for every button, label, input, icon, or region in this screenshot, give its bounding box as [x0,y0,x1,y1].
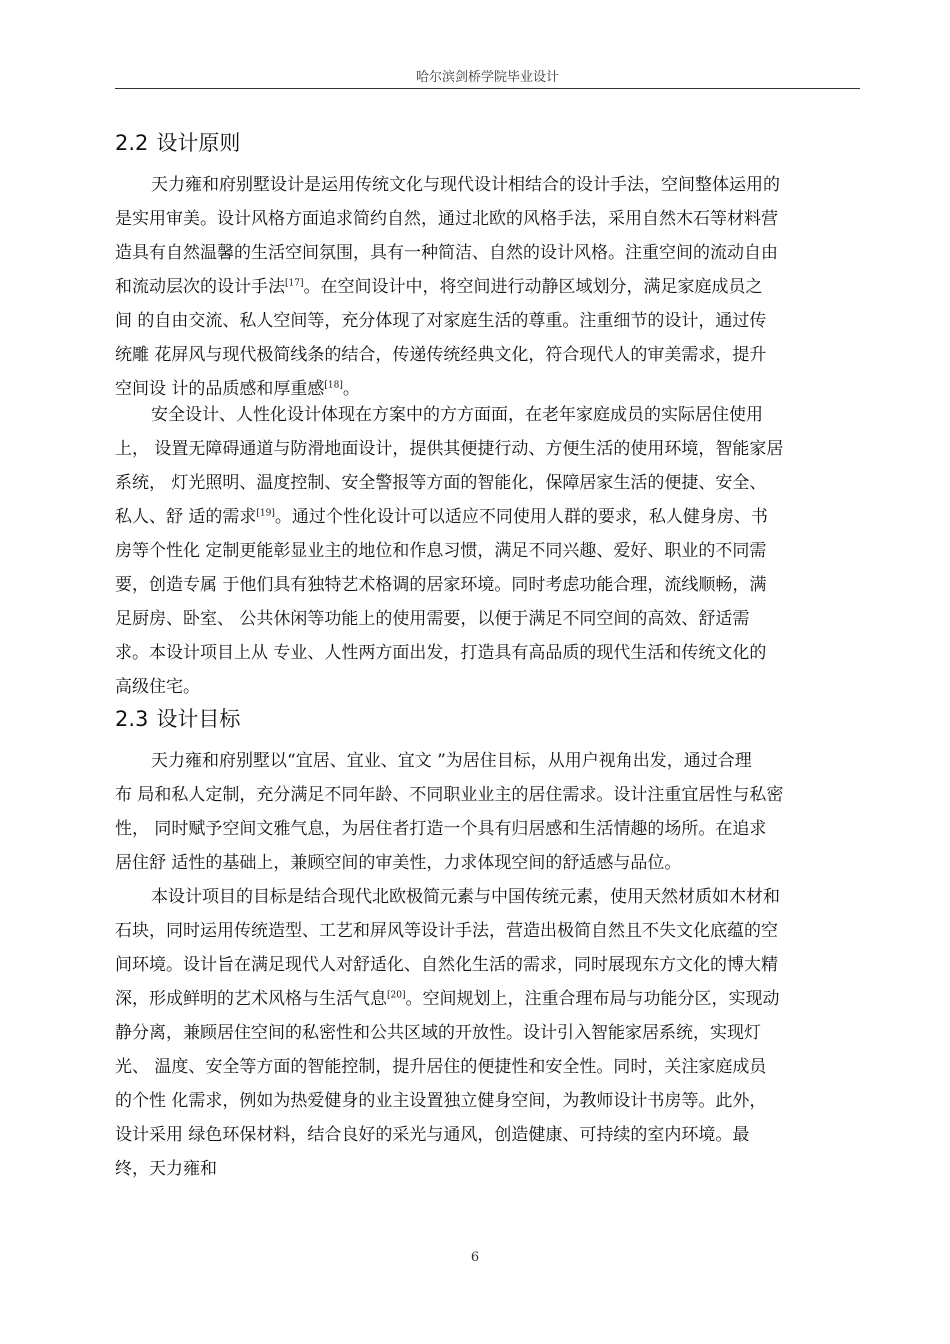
section-number: 2.2 [115,131,149,155]
paragraph-goals-1 [115,744,860,880]
section-number: 2.3 [115,707,149,731]
text-line: 光、 温度、安全等方面的智能控制，提升居住的便捷性和安全性。同时，关注家庭成员 [115,1057,767,1077]
text-line: 统雕 花屏风与现代极简线条的结合，传递传统经典文化，符合现代人的审美需求，提升 [115,345,767,365]
text-line: 天力雍和府别墅以“宜居、宜业、宜文 ”为居住目标，从用户视角出发，通过合理 [151,751,752,771]
text-line: 石块，同时运用传统造型、工艺和屏风等设计手法，营造出极简自然且不失文化底蕴的空 [115,921,778,941]
text-line [115,270,860,304]
text-line: 足厨房、卧室、 公共休闲等功能上的使用需要，以便于满足不同空间的高效、舒适需 [115,609,750,629]
citation-18: [18] [324,380,343,391]
text-line [115,982,860,1016]
text-line: 终，天力雍和 [115,1159,217,1179]
text-segment: 。 [342,379,360,399]
text-line: 要，创造专属 于他们具有独特艺术格调的居家环境。同时考虑功能合理，流线顺畅，满 [115,575,767,595]
citation-17: [17] [285,278,304,289]
text-line [115,500,860,534]
text-segment: 和流动层次的设计手法 [115,277,285,297]
text-line: 安全设计、人性化设计体现在方案中的方方面面，在老年家庭成员的实际居住使用 [151,405,763,425]
section-heading-2-3 [115,703,240,733]
page-number: 6 [470,1250,480,1265]
text-line: 造具有自然温馨的生活空间氛围，具有一种简洁、自然的设计风格。注重空间的流动自由 [115,243,778,263]
text-line: 上， 设置无障碍通道与防滑地面设计，提供其便捷行动、方便生活的使用环境，智能家居 [115,439,784,459]
paragraph-principles-1 [115,168,860,406]
text-segment: 私人、舒 适的需求 [115,507,257,527]
text-line: 性， 同时赋予空间文雅气息，为居住者打造一个具有归居感和生活情趣的场所。在追求 [115,819,767,839]
text-line: 是实用审美。设计风格方面追求简约自然，通过北欧的风格手法，采用自然木石等材料营 [115,209,778,229]
citation-19: [19] [256,508,275,519]
section-title: 设计原则 [156,131,241,155]
text-line: 房等个性化 定制更能彰显业主的地位和作息习惯，满足不同兴趣、爱好、职业的不同需 [115,541,767,561]
page-header: 哈尔滨剑桥学院毕业设计 [415,70,559,85]
section-heading-2-2 [115,127,240,157]
text-line: 布 局和私人定制，充分满足不同年龄、不同职业业主的居住需求。设计注重宜居性与私密 [115,785,784,805]
text-line: 本设计项目的目标是结合现代北欧极简元素与中国传统元素，使用天然材质如木材和 [151,887,780,907]
text-line: 静分离，兼顾居住空间的私密性和公共区域的开放性。设计引入智能家居系统，实现灯 [115,1023,761,1043]
section-title: 设计目标 [156,707,241,731]
citation-20: [20] [387,990,406,1001]
text-line: 系统， 灯光照明、温度控制、安全警报等方面的智能化，保障居家生活的便捷、安全、 [115,473,767,493]
text-line: 间环境。设计旨在满足现代人对舒适化、自然化生活的需求，同时展现东方文化的博大精 [115,955,778,975]
header-divider [115,88,860,89]
text-segment: 。空间规划上，注重合理布局与功能分区，实现动 [405,989,780,1009]
text-segment: 深，形成鲜明的艺术风格与生活气息 [115,989,387,1009]
text-line: 的个性 化需求，例如为热爱健身的业主设置独立健身空间，为教师设计书房等。此外， [115,1091,767,1111]
text-line: 求。本设计项目上从 专业、人性两方面出发，打造具有高品质的现代生活和传统文化的 [115,643,767,663]
paragraph-goals-2 [115,880,860,1186]
text-segment: 。通过个性化设计可以适应不同使用人群的要求，私人健身房、书 [274,507,768,527]
text-segment: 。在空间设计中，将空间进行动静区域划分，满足家庭成员之 [303,277,763,297]
text-line: 间 的自由交流、私人空间等，充分体现了对家庭生活的尊重。注重细节的设计，通过传 [115,311,767,331]
text-line: 设计采用 绿色环保材料，结合良好的采光与通风，创造健康、可持续的室内环境。最 [115,1125,750,1145]
text-segment: 空间设 计的品质感和厚重感 [115,379,325,399]
paragraph-principles-2 [115,398,860,704]
text-line: 高级住宅。 [115,677,200,697]
text-line: 居住舒 适性的基础上，兼顾空间的审美性，力求体现空间的舒适感与品位。 [115,853,682,873]
text-line: 天力雍和府别墅设计是运用传统文化与现代设计相结合的设计手法，空间整体运用的 [151,175,780,195]
